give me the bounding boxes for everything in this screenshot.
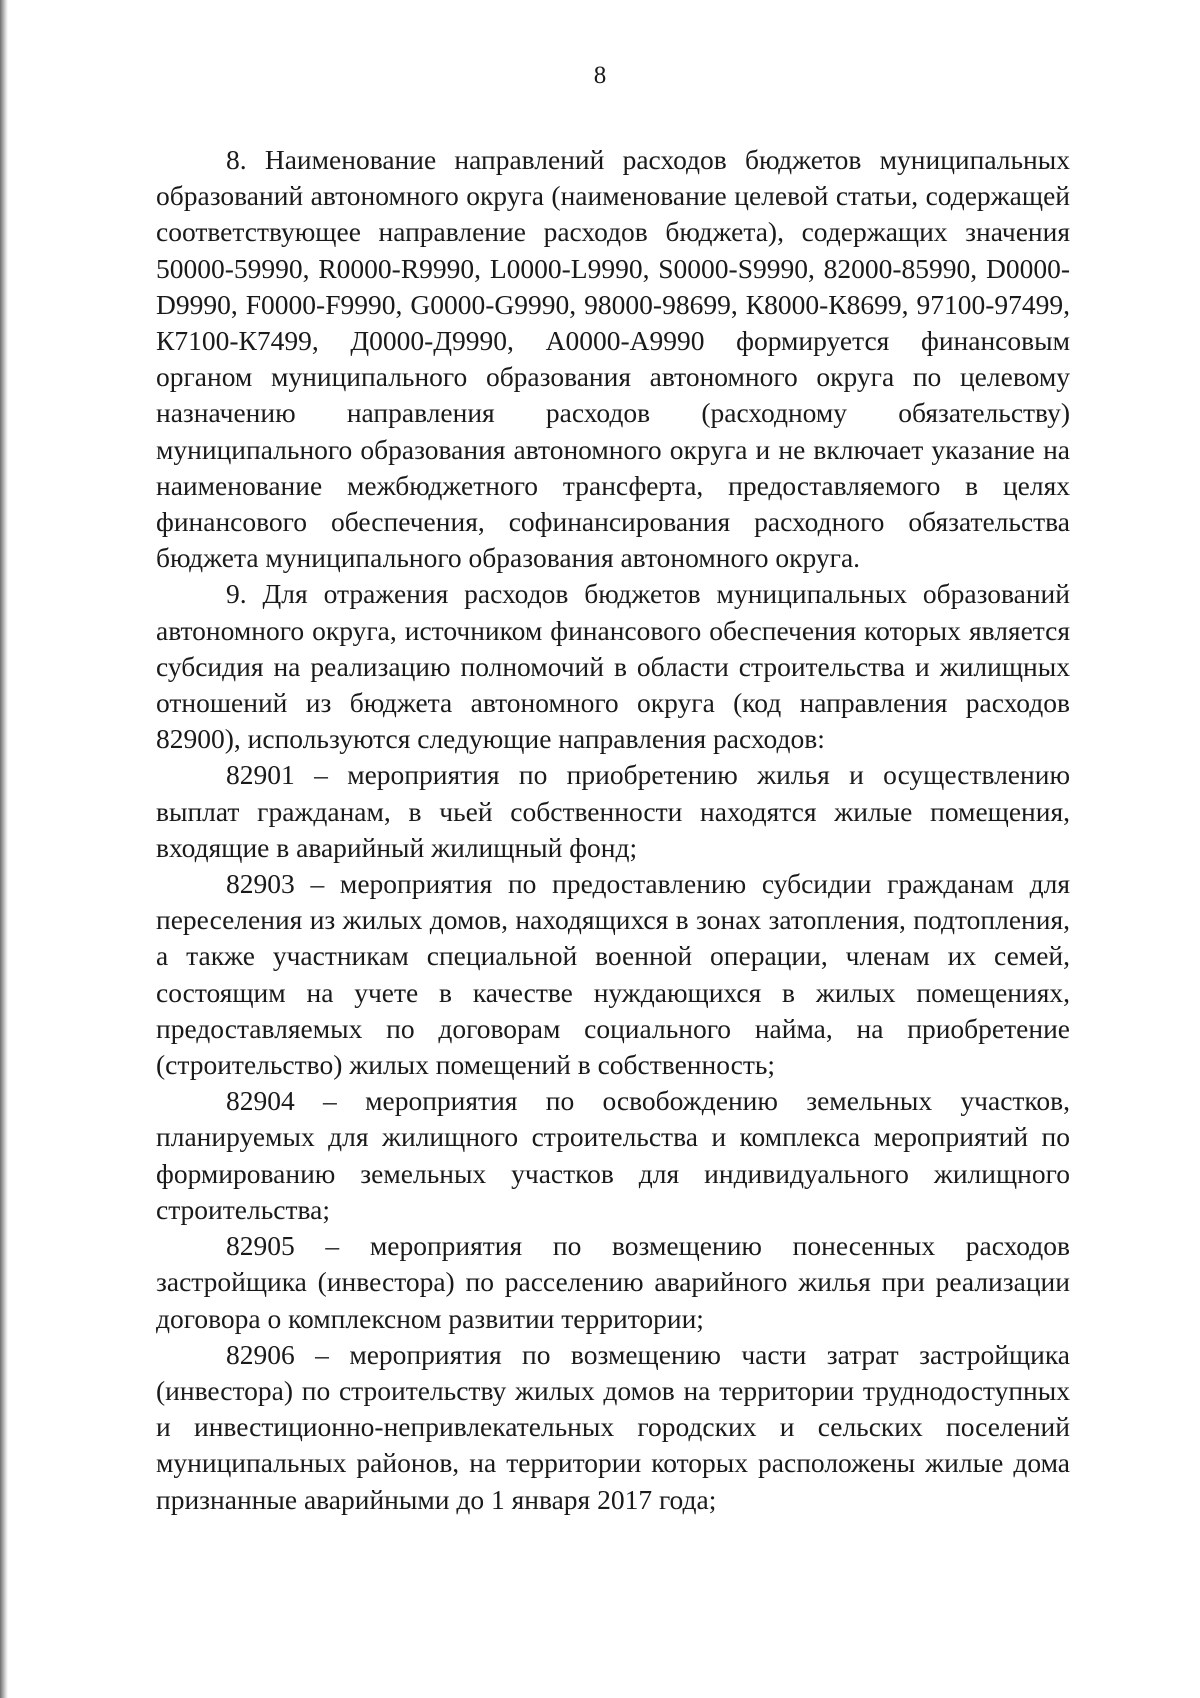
list-item-82906: 82906 – мероприятия по возмещению части затрат застройщика (инвестора) по строительству жилых домов на территории труднодоступных и инвестиционно-непривлекательных городских и сельских поселений муниципальных районов, на территории которых расположены жилые дома признанные аварийными до 1 января 2017 года; bbox=[156, 1338, 1070, 1515]
list-item-82903: 82903 – мероприятия по предоставлению субсидии гражданам для переселения из жилых домов, находящихся в зонах затопления, подтопления, а также участникам специальной военной операции, членам их семей, состоящим на учете в качестве нуждающихся в жилых помещениях, предоставляемых по договорам социального найма, на приобретение (строительство) жилых помещений в собственность; bbox=[156, 868, 1070, 1081]
scan-edge-shadow bbox=[0, 0, 8, 1698]
paragraph-8-budget-directions: 8. Наименование направлений расходов бюджетов муниципальных образований автономного округа (наименование целевой статьи, содержащей соответствующее направление расходов бюджета), содержащих значения 50000-59990, R0000-R9990, L0000-L9990, S0000-S9990, 82000-85990, D0000-D9990, F0000-F9990, G0000-G9990, 98000-98699, К8000-К8699, 97100-97499, К7100-К7499, Д0000-Д9990, А0000-А9990 формируется финансовым органом муниципального образования автономного округа по целевому назначению направления расходов (расходному обязательству) муниципального образования автономного округа и не включает указание на наименование межбюджетного трансферта, предоставляемого в целях финансового обеспечения, софинансирования расходного обязательства бюджета муниципального образования автономного округа. bbox=[156, 144, 1070, 574]
document-body bbox=[156, 142, 1070, 1518]
list-item-82905: 82905 – мероприятия по возмещению понесенных расходов застройщика (инвестора) по расселению аварийного жилья при реализации договора о комплексном развитии территории; bbox=[156, 1230, 1070, 1334]
page-number: 8 bbox=[593, 62, 607, 89]
list-item-82904: 82904 – мероприятия по освобождению земельных участков, планируемых для жилищного строительства и комплекса мероприятий по формированию земельных участков для индивидуального жилищного строительства; bbox=[156, 1085, 1070, 1225]
list-item-82901: 82901 – мероприятия по приобретению жилья и осуществлению выплат гражданам, в чьей собственности находятся жилые помещения, входящие в аварийный жилищный фонд; bbox=[156, 759, 1070, 863]
paragraph-9-subsidy-intro: 9. Для отражения расходов бюджетов муниципальных образований автономного округа, источником финансового обеспечения которых является субсидия на реализацию полномочий в области строительства и жилищных отношений из бюджета автономного округа (код направления расходов 82900), используются следующие направления расходов: bbox=[156, 578, 1070, 755]
